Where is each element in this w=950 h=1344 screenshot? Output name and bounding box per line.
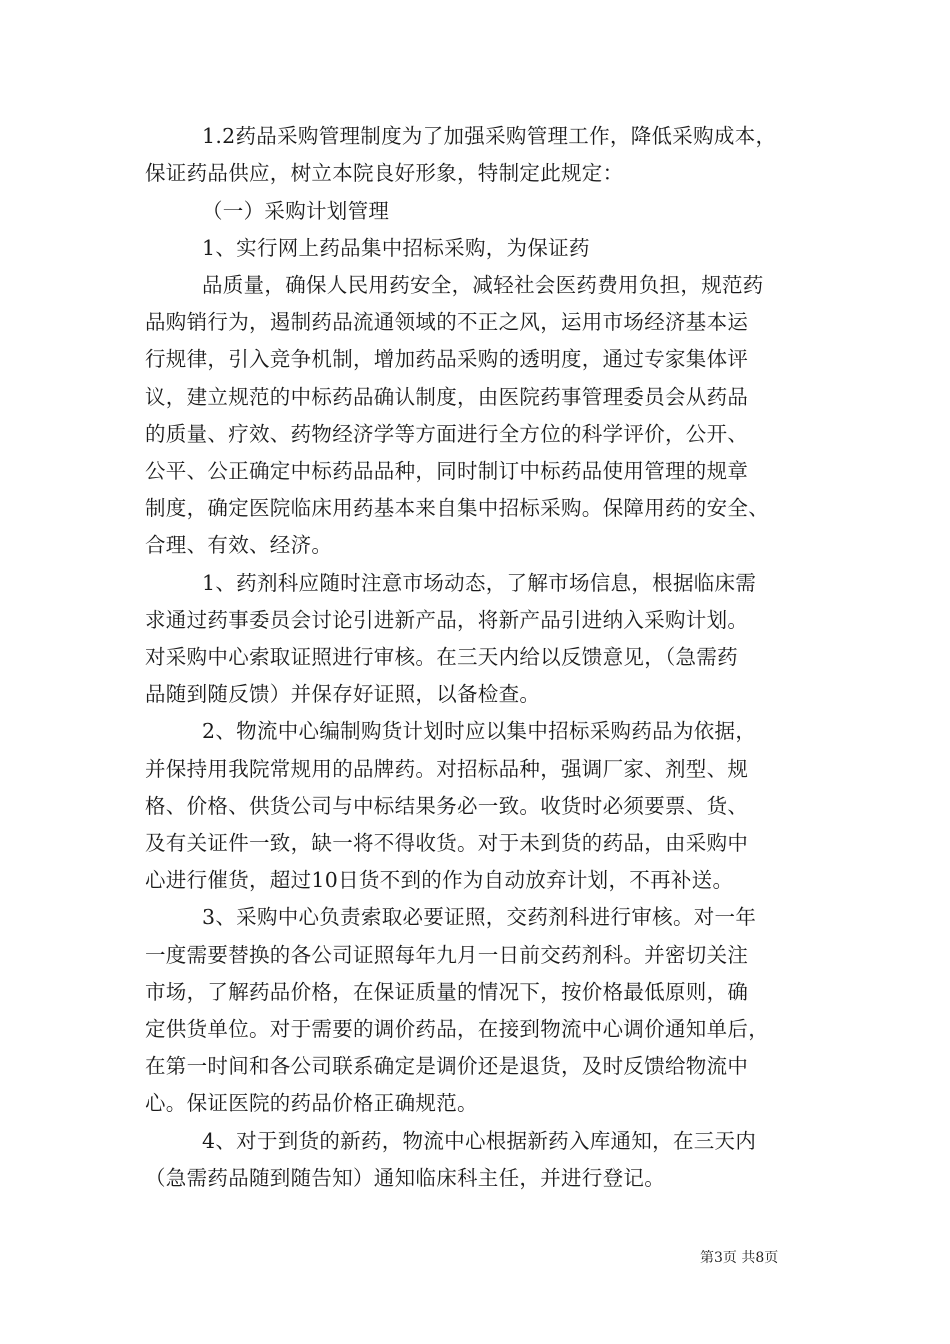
- paragraph-line: 保证药品供应，树立本院良好形象，特制定此规定：: [145, 161, 624, 185]
- paragraph-line: 制度，确定医院临床用药基本来自集中招标采购。保障用药的安全、: [145, 496, 769, 520]
- page-number-footer: 第3页 共8页: [700, 1250, 779, 1266]
- paragraph-line: 对采购中心索取证照进行审核。在三天内给以反馈意见，（急需药: [145, 645, 738, 669]
- paragraph-line: 合理、有效、经济。: [145, 533, 333, 557]
- paragraph-line: 1、药剂科应随时注意市场动态，了解市场信息，根据临床需: [202, 571, 757, 595]
- paragraph-line: 公平、公正确定中标药品品种，同时制订中标药品使用管理的规章: [145, 459, 749, 483]
- paragraph-line: 议，建立规范的中标药品确认制度，由医院药事管理委员会从药品: [145, 385, 749, 409]
- paragraph-line: 品质量，确保人民用药安全，减轻社会医药费用负担，规范药: [202, 273, 764, 297]
- paragraph-line: 的质量、疗效、药物经济学等方面进行全方位的科学评价，公开、: [145, 422, 749, 446]
- paragraph-line: 3、采购中心负责索取必要证照，交药剂科进行审核。对一年: [202, 905, 757, 929]
- paragraph-line: 品购销行为，遏制药品流通领域的不正之风，运用市场经济基本运: [145, 310, 749, 334]
- paragraph-line: 1.2药品采购管理制度为了加强采购管理工作，降低采购成本，: [202, 124, 777, 148]
- paragraph-line: 2、物流中心编制购货计划时应以集中招标采购药品为依据，: [202, 719, 757, 743]
- paragraph-line: （急需药品随到随告知）通知临床科主任，并进行登记。: [145, 1166, 665, 1190]
- paragraph-line: 品随到随反馈）并保存好证照，以备检查。: [145, 682, 541, 706]
- paragraph-line: 定供货单位。对于需要的调价药品，在接到物流中心调价通知单后，: [145, 1017, 769, 1041]
- paragraph-line: 求通过药事委员会讨论引进新产品，将新产品引进纳入采购计划。: [145, 608, 749, 632]
- paragraph-line: 1、实行网上药品集中招标采购，为保证药: [202, 236, 590, 260]
- paragraph-line: 行规律，引入竞争机制，增加药品采购的透明度，通过专家集体评: [145, 347, 749, 371]
- paragraph-line: 并保持用我院常规用的品牌药。对招标品种，强调厂家、剂型、规: [145, 757, 749, 781]
- paragraph-line: 心进行催货，超过10日货不到的作为自动放弃计划，不再补送。: [145, 868, 734, 892]
- section-heading: （一）采购计划管理: [202, 199, 390, 223]
- paragraph-line: 一度需要替换的各公司证照每年九月一日前交药剂科。并密切关注: [145, 943, 749, 967]
- paragraph-line: 市场，了解药品价格，在保证质量的情况下，按价格最低原则，确: [145, 980, 749, 1004]
- paragraph-line: 心。保证医院的药品价格正确规范。: [145, 1091, 478, 1115]
- paragraph-line: 在第一时间和各公司联系确定是调价还是退货，及时反馈给物流中: [145, 1054, 749, 1078]
- paragraph-line: 及有关证件一致，缺一将不得收货。对于未到货的药品，由采购中: [145, 831, 749, 855]
- paragraph-line: 格、价格、供货公司与中标结果务必一致。收货时必须要票、货、: [145, 794, 749, 818]
- paragraph-line: 4、对于到货的新药，物流中心根据新药入库通知，在三天内: [202, 1129, 757, 1153]
